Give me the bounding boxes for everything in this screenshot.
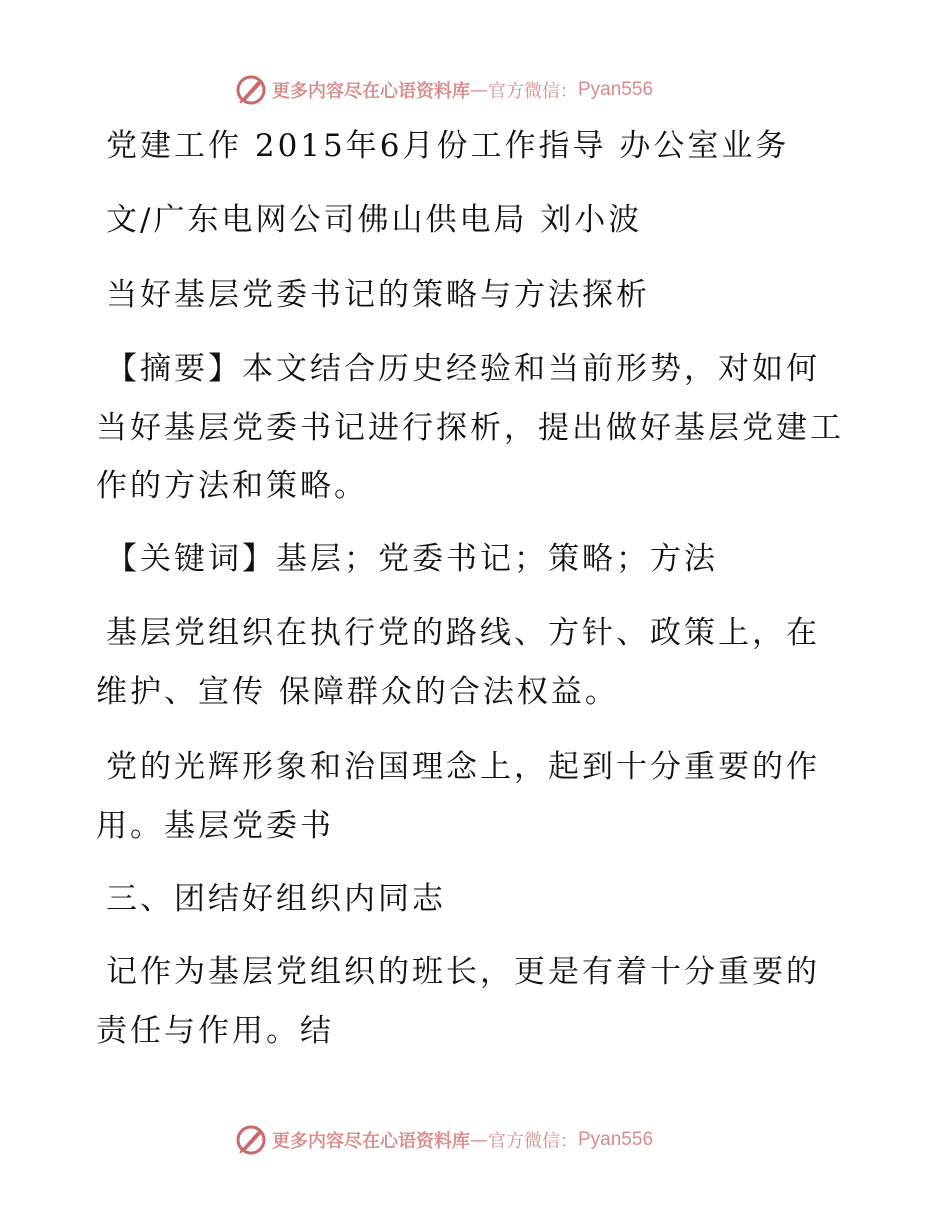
doc-line-body-2: 维护、宣传 保障群众的合法权益。 — [96, 674, 619, 710]
doc-line-body-4: 用。基层党委书 — [96, 808, 334, 844]
watermark-brand: 更多内容尽在心语资料库 — [272, 1131, 470, 1152]
doc-line-2: 文/广东电网公司佛山供电局 刘小波 — [106, 202, 643, 238]
watermark-brand: 更多内容尽在心语资料库 — [272, 81, 470, 102]
watermark-dash: — — [470, 1129, 488, 1151]
doc-line-body-5: 记作为基层党组织的班长，更是有着十分重要的 — [106, 954, 820, 990]
header-watermark — [234, 72, 653, 108]
quill-logo-icon — [234, 1123, 268, 1157]
quill-logo-icon — [234, 73, 268, 107]
watermark-wechat-label: 官方微信： — [488, 1131, 578, 1152]
doc-line-body-1: 基层党组织在执行党的路线、方针、政策上，在 — [106, 615, 820, 651]
watermark-wechat-id: Pyan556 — [578, 79, 654, 100]
doc-line-body-3: 党的光辉形象和治国理念上，起到十分重要的作 — [106, 749, 820, 785]
doc-title: 当好基层党委书记的策略与方法探析 — [106, 277, 650, 313]
doc-line-keywords: 【关键词】基层；党委书记；策略；方法 — [106, 541, 718, 577]
footer-watermark — [234, 1122, 653, 1158]
doc-line-1: 党建工作 2015年6月份工作指导 办公室业务 — [106, 128, 790, 164]
doc-line-abstract-3: 作的方法和策略。 — [96, 468, 368, 504]
watermark-wechat-id: Pyan556 — [578, 1129, 654, 1150]
watermark-dash: — — [470, 79, 488, 101]
doc-line-body-6: 责任与作用。结 — [96, 1013, 334, 1049]
doc-line-abstract-2: 当好基层党委书记进行探析，提出做好基层党建工 — [96, 410, 844, 446]
watermark-wechat-label: 官方微信： — [488, 81, 578, 102]
doc-section-heading: 三、团结好组织内同志 — [106, 881, 446, 917]
doc-line-abstract-1: 【摘要】本文结合历史经验和当前形势，对如何 — [106, 351, 820, 387]
